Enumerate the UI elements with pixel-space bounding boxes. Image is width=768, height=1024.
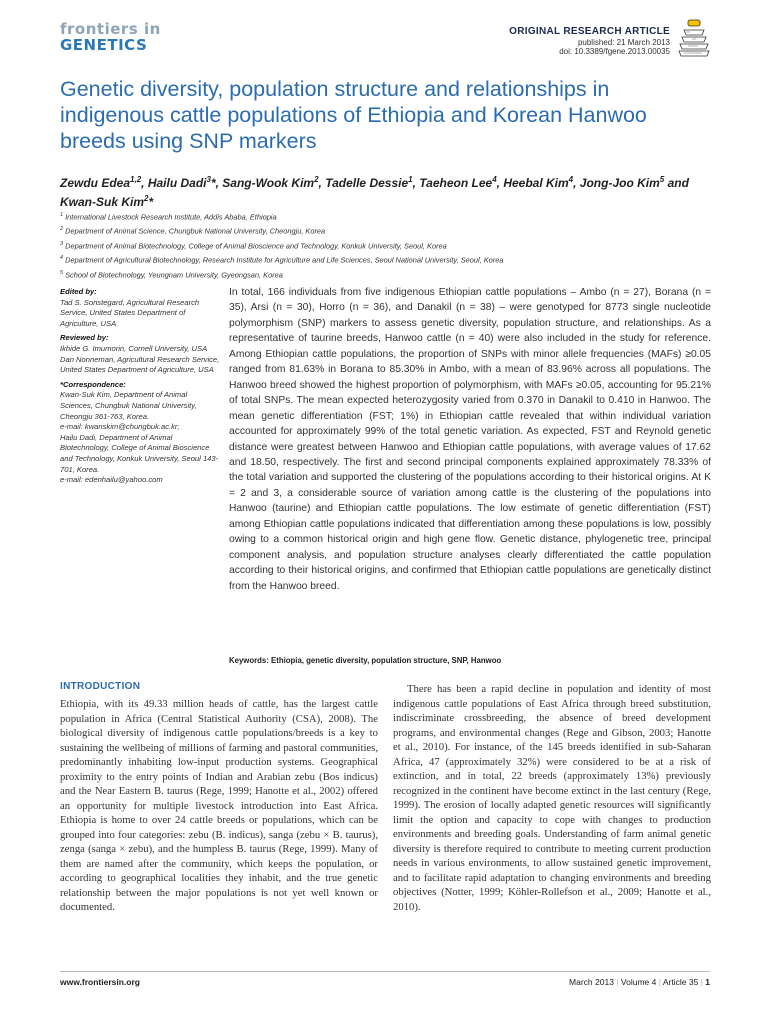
author-name: Hailu Dadi — [147, 176, 207, 190]
intro-paragraph-2: There has been a rapid decline in population and identity of most indigenous cattle populations of East Africa through breed substitution, indiscriminate crossbreeding, the absence of breed development programs, and environmental changes (Rege and Gibson, 2003; Hanotte et al., 2010). For instance, of the 145 breeds identified in sub-Saharan Africa, 47 (approximately 32%) were considered to be at a risk of extinction, and in total, 22 breeds (approximately 13%) previously recognized in the continent have become extinct in the last century (Rege, 1999). The erosion of locally adapted genetic resources will significantly limit the option and capacity to cope with changes to production environments and breeding goals. Understanding of farm animal genetic diversity is therefore required to contribute to meeting current production needs in various environments, to allow sustained genetic improvement, and to facilitate rapid adaptation to changing environments and breeding objectives (Notter, 1999; Köhler-Rollefson et al., 2009; Hanotte et al., 2010). — [393, 683, 711, 913]
affiliation — [60, 252, 710, 266]
author-name: Jong-Joo Kim — [579, 176, 660, 190]
affiliation-text: International Livestock Research Institute, Addis Ababa, Ethiopia — [63, 212, 277, 222]
doi-link[interactable]: doi: 10.3389/fgene.2013.00035 — [559, 47, 670, 56]
author-affiliation-sup: 2 — [314, 175, 319, 184]
reviewer-2: Dan Nonneman, Agricultural Research Service, United States Department of Agriculture, USA — [60, 354, 220, 375]
author-affiliation-sup: 5 — [659, 175, 665, 184]
author-affiliation-sup: 1,2 — [130, 175, 142, 184]
intro-right-column — [393, 682, 711, 914]
author-separator: , — [496, 176, 504, 190]
author-separator: , — [215, 176, 223, 190]
footer-url[interactable]: www.frontiersin.org — [60, 977, 140, 987]
affiliation-number: 4 — [60, 255, 64, 262]
affiliation — [60, 209, 710, 223]
affiliation-number: 1 — [60, 212, 64, 218]
affiliation-list — [60, 209, 710, 281]
abstract-text: In total, 166 individuals from five indigenous Ethiopian cattle populations – Ambo (n = 27), Borana (n = 35), Arsi (n = 30), Horro (n = 36), and Danakil (n = 38) – were genotyped for 8773 single nucleotide polymorphism (SNP) markers to assess genetic diversity, population structure, and relationships. As a representative of taurine breeds, Hanwoo cattle (n = 40) were also included in the study for reference. Among Ethiopian cattle populations, the proportion of SNPs with minor allele frequencies (MAFs) ≥0.05 ranged from 81.63% in Borana to 85.30% in Ambo, with a mean of 83.96% across all populations. The Hanwoo breed showed the highest proportion of polymorphism, with MAFs ≥0.05, accounting for 95.21% of total SNPs. The mean expected heterozygosity varied from 0.370 in Danakil to 0.410 in Hanwoo. The mean genetic differentiation (FST; 1%) in Ethiopian cattle revealed that within individual variation accounted for approximately 99% of the total genetic variation. As expected, FST and Reynold genetic distance were greatest between Hanwoo and Ethiopian cattle populations, with average values of 17.62 and 18.50, respectively. The first and second principal components explained approximately 78.33% of the total variation and supported the clustering of the populations according to their historical origins. At K = 2 and 3, a considerable source of variation among cattle is the clustering of the populations into Hanwoo (taurine) and Ethiopian cattle populations. The low estimate of genetic differentiation (FST) among Ethiopian cattle populations indicated that differentiation among these populations is low, possibly owing to a common historical origin and high gene flow. Genetic distance, phylogenetic tree, principal component analysis, and population structure analyses clearly differentiated the cattle population according to their historical origins, and confirmed that Ethiopian cattle populations are genetically distinct from the Hanwoo breed. — [229, 287, 711, 592]
affiliation-text: Department of Agricultural Biotechnology, Research Institute for Agriculture and Life Sciences, Seoul National University, Seoul, Korea — [63, 255, 504, 265]
footer-meta — [569, 977, 710, 987]
footer-date: March 2013 — [569, 977, 614, 987]
edited-by-label: Edited by: — [60, 287, 97, 296]
author-separator: and — [664, 176, 689, 190]
introduction-heading: INTRODUCTION — [60, 681, 141, 692]
correspondence-label: *Correspondence: — [60, 379, 126, 389]
affiliation-number: 5 — [60, 269, 64, 276]
author-affiliation-sup: 3 — [206, 175, 211, 184]
author-affiliation-sup: 4 — [492, 175, 497, 184]
correspondence-2: Hailu Dadi, Department of Animal Biotechnology, College of Animal Bioscience and Technology, Konkuk University, Seoul 143-701, Korea. — [60, 432, 219, 474]
author-separator: , — [318, 176, 326, 190]
author-name: Tadelle Dessie — [325, 176, 409, 190]
footer-page-number: 1 — [705, 977, 710, 987]
footer-article: Article 35 — [662, 977, 699, 987]
article-title: Genetic diversity, population structure and relationships in indigenous cattle populations of Ethiopia and Korean Hanwoo breeds using SNP markers — [60, 77, 647, 153]
intro-left-column — [60, 697, 378, 915]
affiliation-text: School of Biotechnology, Yeungnam University, Gyeongsan, Korea — [63, 270, 283, 280]
author-affiliation-sup: 4 — [568, 175, 574, 184]
published-date: published: 21 March 2013 — [577, 38, 670, 47]
footer-separator: | — [700, 977, 703, 987]
footer-divider — [60, 971, 710, 972]
correspondence-1-email[interactable]: e-mail: kwanskim@chungbuk.ac.kr; — [60, 422, 180, 432]
affiliation-number: 2 — [60, 226, 64, 233]
reviewed-by-label: Reviewed by: — [60, 333, 109, 343]
cattle-stack-icon — [678, 18, 710, 58]
author-name: Kwan-Suk Kim — [60, 195, 145, 209]
corresponding-mark: * — [148, 195, 154, 209]
reviewer-1: Ikhide G. Imumorin, Cornell University, USA — [60, 343, 208, 353]
footer-separator: | — [658, 977, 661, 987]
author-separator: , — [573, 176, 580, 190]
correspondence-1: Kwan-Suk Kim, Department of Animal Sciences, Chungbuk National University, Cheongju 361-763, Korea. — [60, 390, 197, 421]
logo-top-text: frontiers in — [60, 20, 161, 38]
author-name: Zewdu Edea — [60, 176, 131, 190]
intro-paragraph-1: Ethiopia, with its 49.33 million heads of cattle, has the largest cattle population in Africa (Central Statistical Authority (CSA), 2008). The biological diversity of indigenous cattle populations/breeds is a key to sustaining the wellbeing of millions of farming and pastoral communities, predominantly inhabiting low-input production systems. Geographical proximity to the entry points of Indian and Arabian zebu (Bos indicus) and the Near Eastern B. taurus (Rege, 1999; Hanotte et al., 2002) offered an opportunity for multiple livestock introduction into East Africa. Ethiopia is home to over 24 cattle breeds or populations, which can be grouped into four categories: zebu (B. indicus), sanga (zebu × B. taurus), zenga (sanga × zebu), and the humpless B. taurus (Rege, 1999). Many of them are named after the community, which keeps the population, or according to geographical localities they inhabit, and the true genetic relationship between the major populations is not yet well known or documented. — [60, 698, 378, 913]
affiliation-number: 3 — [60, 240, 64, 247]
affiliation — [60, 267, 710, 281]
author-affiliation-sup: 1 — [408, 175, 413, 184]
logo-bottom-text: GENETICS — [60, 36, 148, 54]
affiliation — [60, 223, 710, 237]
author-list — [60, 172, 720, 210]
affiliation-text: Department of Animal Biotechnology, College of Animal Bioscience and Technology, Konkuk University, Seoul, Korea — [63, 241, 447, 251]
edited-by-text: Tad S. Sonstegard, Agricultural Research Service, United States Department of Agriculture, USA — [60, 297, 200, 328]
affiliation-text: Department of Animal Science, Chungbuk National University, Cheongju, Korea — [63, 226, 326, 236]
footer-volume: Volume 4 — [620, 977, 657, 987]
correspondence-2-email[interactable]: e-mail: edenhailu@yahoo.com — [60, 475, 163, 485]
author-name: Sang-Wook Kim — [222, 176, 315, 190]
author-separator: , — [412, 176, 420, 190]
affiliation — [60, 238, 710, 252]
corresponding-mark: * — [210, 176, 216, 190]
editorial-sidebar — [60, 287, 220, 490]
author-name: Heebal Kim — [503, 176, 569, 190]
author-affiliation-sup: 2 — [144, 194, 149, 203]
article-type: ORIGINAL RESEARCH ARTICLE — [509, 26, 670, 37]
footer-separator: | — [616, 977, 619, 987]
author-name: Taeheon Lee — [419, 176, 493, 190]
journal-logo — [60, 22, 180, 54]
keywords: Keywords: Ethiopia, genetic diversity, population structure, SNP, Hanwoo — [229, 656, 502, 665]
author-separator: , — [141, 176, 148, 190]
